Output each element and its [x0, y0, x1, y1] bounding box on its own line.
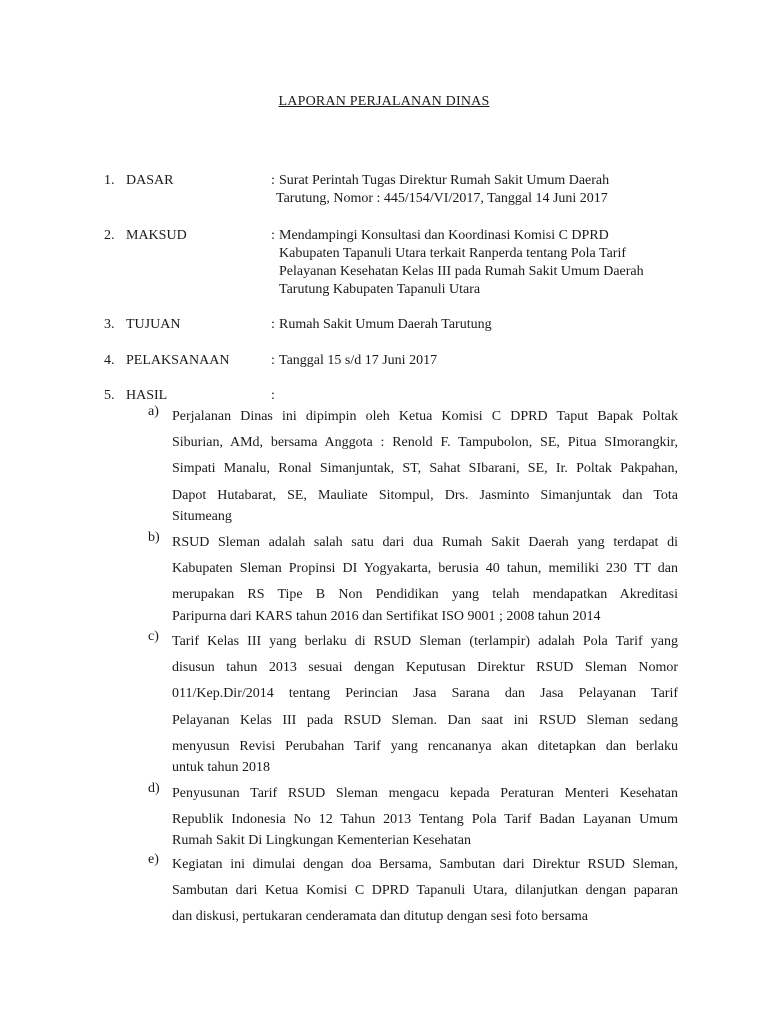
section-label: PELAKSANAAN: [126, 353, 230, 368]
section-colon: :: [271, 317, 275, 332]
item-letter: a): [148, 404, 159, 419]
value-line: Surat Perintah Tugas Direktur Rumah Sakit Umum Daerah: [279, 173, 610, 188]
text-line: dan diskusi, pertukaran cenderamata dan ditutup dengan sesi foto bersama: [172, 909, 588, 925]
item-text: [172, 629, 678, 776]
section-label: MAKSUD: [126, 228, 187, 243]
section-number: 5.: [104, 388, 115, 403]
value-line: Mendampingi Konsultasi dan Koordinasi Komisi C DPRD: [279, 228, 609, 243]
text-line: Sambutan dari Ketua Komisi C DPRD Tapanuli Utara, dilanjutkan dengan paparan: [172, 883, 678, 899]
item-letter: d): [148, 781, 160, 796]
item-letter: b): [148, 530, 160, 545]
item-text: [172, 530, 678, 625]
section-value: [279, 227, 679, 299]
section-label: HASIL: [126, 388, 168, 403]
text-line: Perjalanan Dinas ini dipimpin oleh Ketua Komisi C DPRD Taput Bapak Poltak: [172, 409, 678, 424]
section-number: 2.: [104, 228, 115, 243]
section-label: DASAR: [126, 173, 174, 188]
section-number: 4.: [104, 353, 115, 368]
section-colon: :: [271, 353, 275, 368]
text-line: menyusun Revisi Perubahan Tarif yang rencananya akan ditetapkan dan berlaku: [172, 738, 678, 754]
text-line: Siburian, AMd, bersama Anggota : Renold F. Tampubolon, SE, Pitua SImorangkir,: [172, 435, 678, 451]
text-line: Rumah Sakit Di Lingkungan Kementerian Kesehatan: [172, 833, 471, 849]
value-line: Tanggal 15 s/d 17 Juni 2017: [279, 353, 438, 368]
text-line: Tarif Kelas III yang berlaku di RSUD Sleman (terlampir) adalah Pola Tarif yang: [172, 634, 678, 649]
value-line: Kabupaten Tapanuli Utara terkait Ranperda tentang Pola Tarif: [279, 246, 627, 261]
value-line: Tarutung, Nomor : 445/154/VI/2017, Tanggal 14 Juni 2017: [276, 191, 608, 206]
text-line: Situmeang: [172, 508, 232, 524]
section-colon: :: [271, 173, 275, 188]
text-line: untuk tahun 2018: [172, 760, 270, 776]
text-line: Kegiatan ini dimulai dengan doa Bersama, Sambutan dari Direktur RSUD Sleman,: [172, 857, 678, 872]
section-value: [279, 352, 679, 370]
section-colon: :: [271, 228, 275, 243]
text-line: Penyusunan Tarif RSUD Sleman mengacu kepada Peraturan Menteri Kesehatan: [172, 786, 678, 801]
value-line: Rumah Sakit Umum Daerah Tarutung: [279, 317, 492, 332]
item-letter: c): [148, 629, 159, 644]
item-text: [172, 852, 678, 931]
text-line: RSUD Sleman adalah salah satu dari dua Rumah Sakit Daerah yang terdapat di: [172, 535, 678, 550]
text-line: Republik Indonesia No 12 Tahun 2013 Tentang Pola Tarif Badan Layanan Umum: [172, 812, 678, 828]
section-value: [279, 316, 679, 334]
value-line: Pelayanan Kesehatan Kelas III pada Rumah Sakit Umum Daerah: [279, 264, 644, 279]
item-text: [172, 404, 678, 525]
text-line: disusun tahun 2013 sesuai dengan Keputusan Direktur RSUD Sleman Nomor: [172, 660, 678, 676]
section-colon: :: [271, 388, 275, 403]
section-number: 3.: [104, 317, 115, 332]
section-label: TUJUAN: [126, 317, 181, 332]
item-text: [172, 781, 678, 849]
text-line: Simpati Manalu, Ronal Simanjuntak, ST, Sahat SIbarani, SE, Ir. Poltak Pakpahan,: [172, 461, 678, 477]
page-title: LAPORAN PERJALANAN DINAS: [278, 94, 490, 109]
text-line: Paripurna dari KARS tahun 2016 dan Sertifikat ISO 9001 ; 2008 tahun 2014: [172, 608, 601, 624]
text-line: Dapot Hutabarat, SE, Mauliate Sitompul, Drs. Jasminto Simanjuntak dan Tota: [172, 487, 678, 503]
item-letter: e): [148, 852, 159, 867]
text-line: merupakan RS Tipe B Non Pendidikan yang telah mendapatkan Akreditasi: [172, 587, 678, 603]
section-number: 1.: [104, 173, 115, 188]
section-value: [276, 172, 679, 208]
value-line: Tarutung Kabupaten Tapanuli Utara: [279, 282, 481, 297]
text-line: Kabupaten Sleman Propinsi DI Yogyakarta, berusia 40 tahun, memiliki 230 TT dan: [172, 561, 678, 577]
text-line: Pelayanan Kelas III pada RSUD Sleman. Dan saat ini RSUD Sleman sedang: [172, 712, 678, 728]
text-line: 011/Kep.Dir/2014 tentang Perincian Jasa Sarana dan Jasa Pelayanan Tarif: [172, 686, 678, 702]
